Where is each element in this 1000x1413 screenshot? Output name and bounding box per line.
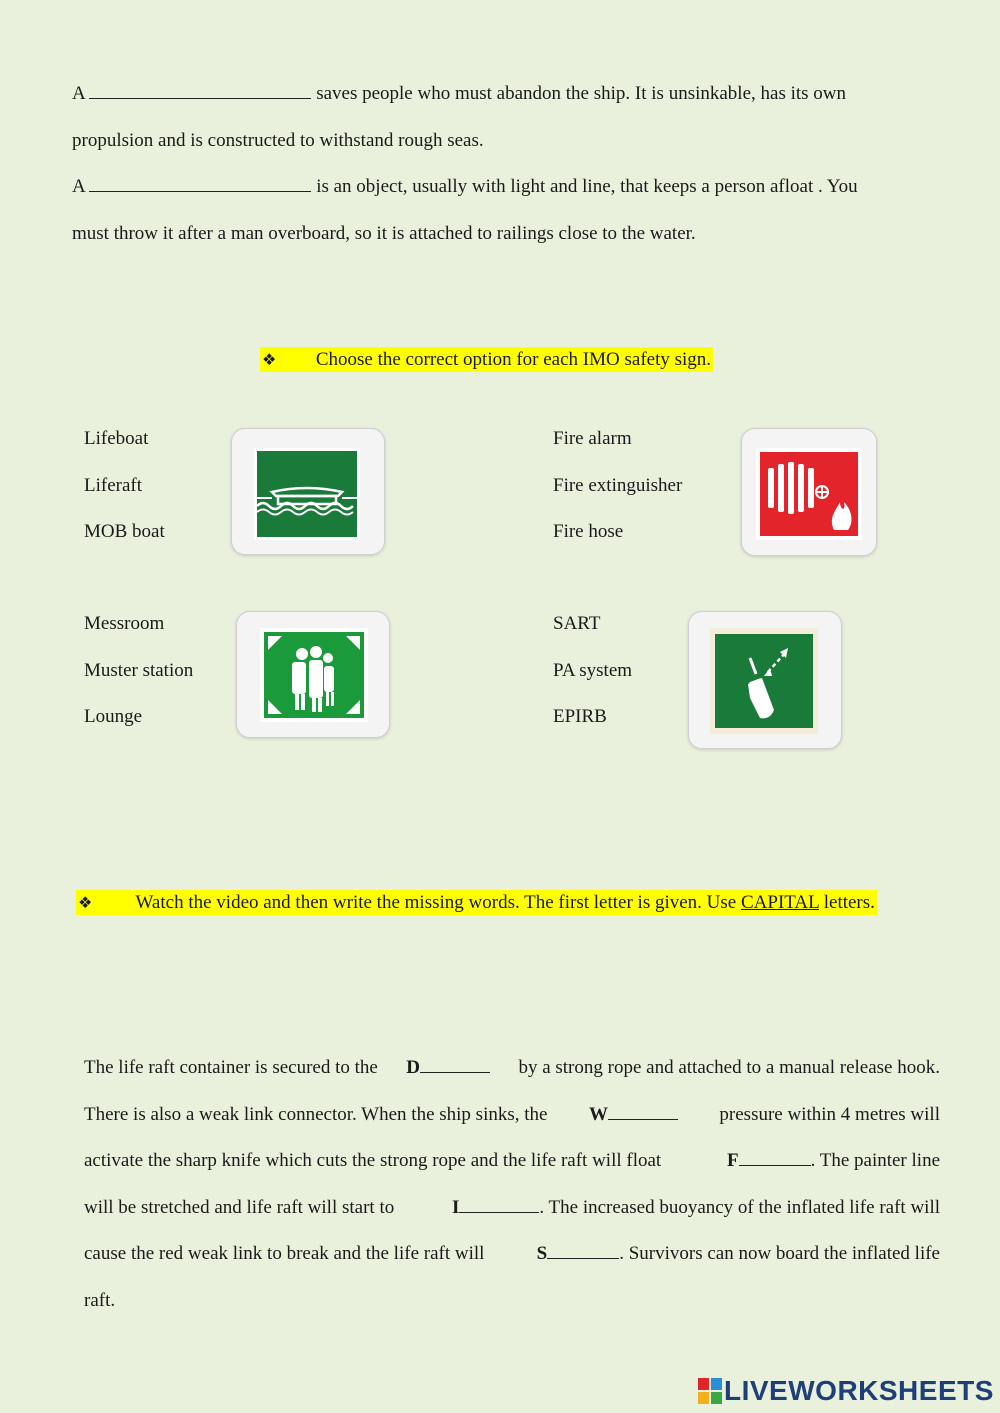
options-sign-2 — [553, 416, 682, 556]
liveworksheets-logo-icon — [698, 1378, 722, 1404]
definition-lifebuoy — [72, 164, 972, 257]
brand-name: LIVEWORKSHEETS — [724, 1375, 994, 1406]
instruction-text: Choose the correct option for each IMO safety sign. — [315, 349, 712, 370]
gap-surface[interactable] — [547, 1244, 619, 1259]
definition-text: saves people who must abandon the ship. It is unsinkable, has its own — [316, 83, 847, 104]
passage-line-2: There is also a weak link connector. When the ship sinks, the W pressure within 4 metres will — [84, 1103, 940, 1125]
answer-blank-1[interactable] — [89, 84, 311, 99]
sign-frame-3 — [236, 611, 390, 738]
definition-lifeboat — [72, 71, 942, 164]
definition-text-line2: must throw it after a man overboard, so it is attached to railings close to the water. — [72, 222, 696, 244]
gap-free[interactable] — [739, 1151, 811, 1166]
muster-station-sign-icon — [260, 628, 368, 722]
passage-line-1: The life raft container is secured to the D by a strong rope and attached to a manual release hook. — [84, 1057, 940, 1078]
sign-frame-2 — [741, 428, 877, 556]
epirb-sign-icon — [710, 628, 818, 734]
first-letter: D — [406, 1057, 421, 1078]
answer-blank-2[interactable] — [89, 177, 311, 192]
sign-frame-1 — [231, 428, 385, 555]
options-sign-3 — [84, 601, 193, 741]
first-letter: F — [726, 1150, 739, 1171]
definition-text-line2: propulsion and is constructed to withstand rough seas. — [72, 129, 484, 151]
gap-water[interactable] — [608, 1105, 678, 1120]
option-pa-system[interactable]: PA system — [553, 659, 633, 681]
first-letter: I — [451, 1196, 460, 1218]
instruction-text-end: letters. — [823, 892, 875, 913]
option-epirb[interactable]: EPIRB — [553, 706, 607, 727]
passage-line-5: cause the red weak link to break and the life raft will S . Survivors can now board the inflated life — [84, 1243, 940, 1264]
passage-line-4: will be stretched and life raft will start to I . The increased buoyancy of the inflated life raft will — [84, 1196, 940, 1218]
fire-hose-sign-icon — [756, 448, 862, 540]
lifeboat-sign-icon — [254, 448, 360, 540]
sign-frame-4 — [688, 611, 842, 749]
definition-text: is an object, usually with light and line, that keeps a person afloat . You — [316, 176, 858, 197]
option-fire-alarm[interactable]: Fire alarm — [553, 428, 632, 449]
passage-line-6: raft. — [84, 1289, 116, 1311]
option-muster-station[interactable]: Muster station — [84, 659, 194, 681]
options-sign-1 — [84, 416, 165, 556]
passage-line-3: activate the sharp knife which cuts the strong rope and the life raft will float F . The painter line — [84, 1150, 940, 1171]
brand — [698, 1375, 994, 1407]
gap-deck[interactable] — [420, 1058, 490, 1073]
option-sart[interactable]: SART — [553, 613, 601, 634]
option-mob-boat[interactable]: MOB boat — [84, 521, 165, 542]
options-sign-4 — [553, 601, 632, 741]
passage — [84, 1045, 940, 1324]
definition-prefix: A — [72, 83, 85, 104]
gap-inflate[interactable] — [459, 1198, 539, 1213]
first-letter: S — [536, 1243, 548, 1264]
instruction-missing-words — [76, 890, 877, 915]
option-fire-extinguisher[interactable]: Fire extinguisher — [553, 474, 683, 496]
instruction-text: Watch the video and then write the missing words. The first letter is given. Use — [135, 892, 737, 913]
definition-prefix: A — [72, 176, 85, 197]
option-lounge[interactable]: Lounge — [84, 706, 143, 727]
option-fire-hose[interactable]: Fire hose — [553, 521, 624, 542]
option-messroom[interactable]: Messroom — [84, 613, 165, 634]
option-lifeboat[interactable]: Lifeboat — [84, 428, 149, 449]
first-letter: W — [588, 1103, 608, 1125]
bullet-icon: ❖ — [262, 350, 277, 369]
instruction-choose-sign — [260, 347, 713, 372]
bullet-icon: ❖ — [78, 893, 93, 912]
option-liferaft[interactable]: Liferaft — [84, 474, 143, 496]
instruction-capital: CAPITAL — [740, 892, 819, 913]
